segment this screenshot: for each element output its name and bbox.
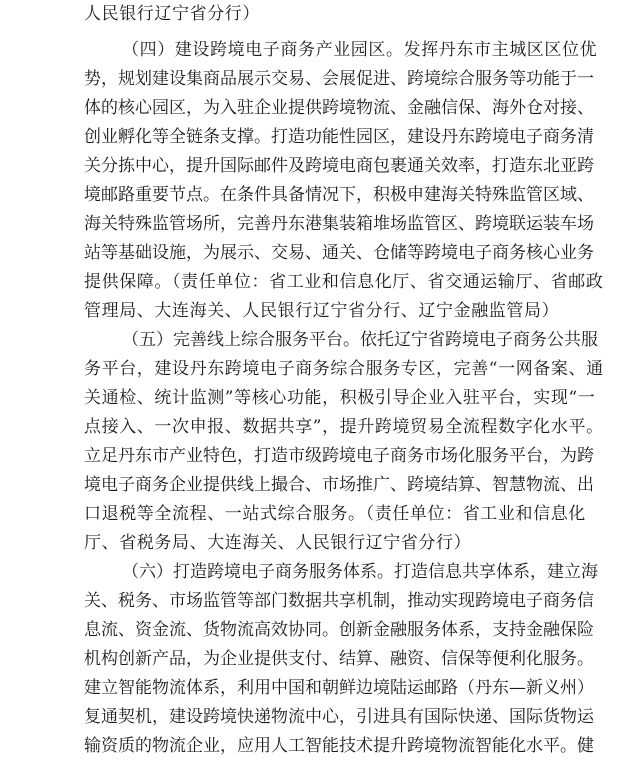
text-line: 海关特殊监管场所，完善丹东港集装箱堆场监管区、跨境联运装车场 [84,214,594,234]
text-line: 境电子商务企业提供线上撮合、市场推广、跨境结算、智慧物流、出 [84,475,594,495]
text-line: 人民银行辽宁省分行） [84,4,260,24]
text-line: 管理局、大连海关、人民银行辽宁省分行、辽宁金融监管局） [84,301,560,321]
text-line: 立足丹东市产业特色，打造市级跨境电子商务市场化服务平台，为跨 [84,446,594,466]
section-6-heading-line: （六）打造跨境电子商务服务体系。打造信息共享体系，建立海 [122,562,598,582]
section-4-heading-line: （四）建设跨境电子商务产业园区。发挥丹东市主城区区位优 [122,40,598,60]
text-line: 关分拣中心，提升国际邮件及跨境电商包裹通关效率，打造东北亚跨 [84,156,594,176]
text-line: 关通检、统计监测”等核心功能，积极引导企业入驻平台，实现“一 [84,388,596,408]
text-line: 关、税务、市场监管等部门数据共享机制，推动实现跨境电子商务信 [84,591,594,611]
text-line: 机构创新产品，为企业提供支付、结算、融资、信保等便利化服务。 [84,649,594,669]
section-5-heading-line: （五）完善线上综合服务平台。依托辽宁省跨境电子商务公共服 [122,330,598,350]
text-line: 创业孵化等全链条支撑。打造功能性园区，建设丹东跨境电子商务清 [84,127,594,147]
text-line: 体的核心园区，为入驻企业提供跨境物流、金融信保、海外仓对接、 [84,98,594,118]
text-line: 点接入、一次申报、数据共享”，提升跨境贸易全流程数字化水平。 [84,417,604,437]
text-line: 口退税等全流程、一站式综合服务。（责任单位：省工业和信息化 [84,504,586,524]
text-line: 厅、省税务局、大连海关、人民银行辽宁省分行） [84,533,472,553]
text-line: 建立智能物流体系，利用中国和朝鲜边境陆运邮路（丹东—新义州） [84,678,594,698]
text-line: 提供保障。（责任单位：省工业和信息化厅、省交通运输厅、省邮政 [84,272,604,292]
text-line: 复通契机，建设跨境快递物流中心，引进具有国际快递、国际货物运 [84,707,594,727]
text-line: 势，规划建设集商品展示交易、会展促进、跨境综合服务等功能于一 [84,69,594,89]
text-line: 境邮路重要节点。在条件具备情况下，积极申建海关特殊监管区域、 [84,185,594,205]
text-line: 输资质的物流企业，应用人工智能技术提升跨境物流智能化水平。健 [84,736,594,756]
text-line: 站等基础设施，为展示、交易、通关、仓储等跨境电子商务核心业务 [84,243,594,263]
text-line: 息流、资金流、货物流高效协同。创新金融服务体系，支持金融保险 [84,620,594,640]
text-line: 务平台，建设丹东跨境电子商务综合服务专区，完善“一网备案、通 [84,359,604,379]
